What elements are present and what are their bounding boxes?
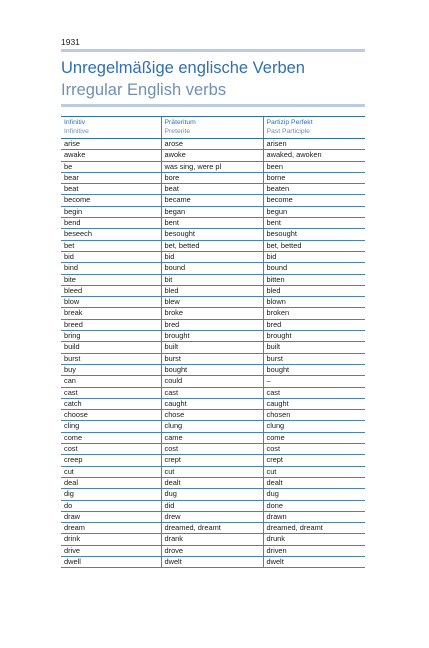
past-participle-cell: begun: [263, 206, 365, 217]
infinitive-cell: cut: [61, 466, 161, 477]
past-participle-cell: been: [263, 161, 365, 172]
table-row: [61, 444, 365, 455]
preterite-cell: beat: [161, 184, 263, 195]
preterite-cell: arose: [161, 139, 263, 150]
infinitive-cell: bear: [61, 172, 161, 183]
verb-rows: [61, 139, 365, 568]
table-row: [61, 523, 365, 534]
table-row: [61, 297, 365, 308]
infinitive-cell: be: [61, 161, 161, 172]
infinitive-cell: come: [61, 432, 161, 443]
table-row: [61, 206, 365, 217]
preterite-cell: bound: [161, 263, 263, 274]
table-row: [61, 240, 365, 251]
table-row: [61, 263, 365, 274]
header-label-english: Past Participle: [266, 128, 310, 135]
table-row: [61, 195, 365, 206]
past-participle-cell: broken: [263, 308, 365, 319]
table-row: [61, 455, 365, 466]
infinitive-cell: do: [61, 500, 161, 511]
infinitive-cell: cling: [61, 421, 161, 432]
preterite-cell: bore: [161, 172, 263, 183]
past-participle-cell: clung: [263, 421, 365, 432]
preterite-cell: dreamed, dreamt: [161, 523, 263, 534]
preterite-cell: clung: [161, 421, 263, 432]
header-preterite: [161, 117, 263, 139]
past-participle-cell: bred: [263, 319, 365, 330]
irregular-verbs-table: [61, 116, 365, 568]
table-row: [61, 184, 365, 195]
past-participle-cell: done: [263, 500, 365, 511]
preterite-cell: became: [161, 195, 263, 206]
preterite-cell: cut: [161, 466, 263, 477]
top-divider: [61, 49, 365, 52]
header-label-english: Preterite: [164, 128, 191, 135]
preterite-cell: drank: [161, 534, 263, 545]
past-participle-cell: beaten: [263, 184, 365, 195]
preterite-cell: blew: [161, 297, 263, 308]
past-participle-cell: crept: [263, 455, 365, 466]
infinitive-cell: cast: [61, 387, 161, 398]
infinitive-cell: cost: [61, 444, 161, 455]
header-label-german: Partizip Perfekt: [266, 119, 313, 126]
past-participle-cell: bent: [263, 218, 365, 229]
past-participle-cell: bound: [263, 263, 365, 274]
table-row: [61, 421, 365, 432]
past-participle-cell: awaked, awoken: [263, 150, 365, 161]
infinitive-cell: buy: [61, 364, 161, 375]
header-label-german: Präteritum: [164, 119, 196, 126]
infinitive-cell: creep: [61, 455, 161, 466]
past-participle-cell: come: [263, 432, 365, 443]
preterite-cell: bit: [161, 274, 263, 285]
past-participle-cell: cut: [263, 466, 365, 477]
table-row: [61, 218, 365, 229]
page-number: 1931: [61, 37, 80, 47]
table-row: [61, 376, 365, 387]
preterite-cell: caught: [161, 398, 263, 409]
table-row: [61, 364, 365, 375]
table-row: [61, 251, 365, 262]
past-participle-cell: arisen: [263, 139, 365, 150]
past-participle-cell: cast: [263, 387, 365, 398]
table-row: [61, 410, 365, 421]
infinitive-cell: break: [61, 308, 161, 319]
infinitive-cell: bet: [61, 240, 161, 251]
past-participle-cell: dug: [263, 489, 365, 500]
infinitive-cell: catch: [61, 398, 161, 409]
past-participle-cell: become: [263, 195, 365, 206]
preterite-cell: crept: [161, 455, 263, 466]
preterite-cell: was sing, were pl: [161, 161, 263, 172]
table-row: [61, 229, 365, 240]
past-participle-cell: besought: [263, 229, 365, 240]
infinitive-cell: begin: [61, 206, 161, 217]
page-title-english: Irregular English verbs: [61, 81, 227, 99]
infinitive-cell: draw: [61, 511, 161, 522]
infinitive-cell: deal: [61, 477, 161, 488]
preterite-cell: chose: [161, 410, 263, 421]
infinitive-cell: can: [61, 376, 161, 387]
infinitive-cell: breed: [61, 319, 161, 330]
table-row: [61, 319, 365, 330]
preterite-cell: drew: [161, 511, 263, 522]
table-row: [61, 500, 365, 511]
infinitive-cell: bid: [61, 251, 161, 262]
preterite-cell: could: [161, 376, 263, 387]
title-divider: [61, 104, 365, 107]
preterite-cell: bought: [161, 364, 263, 375]
infinitive-cell: bind: [61, 263, 161, 274]
page-title-german: Unregelmäßige englische Verben: [61, 59, 305, 77]
infinitive-cell: become: [61, 195, 161, 206]
past-participle-cell: brought: [263, 331, 365, 342]
infinitive-cell: bend: [61, 218, 161, 229]
table-row: [61, 274, 365, 285]
table-row: [61, 331, 365, 342]
table-row: [61, 150, 365, 161]
past-participle-cell: bid: [263, 251, 365, 262]
past-participle-cell: –: [263, 376, 365, 387]
infinitive-cell: build: [61, 342, 161, 353]
preterite-cell: burst: [161, 353, 263, 364]
table-row: [61, 534, 365, 545]
preterite-cell: bid: [161, 251, 263, 262]
table-row: [61, 342, 365, 353]
past-participle-cell: bought: [263, 364, 365, 375]
past-participle-cell: cost: [263, 444, 365, 455]
past-participle-cell: blown: [263, 297, 365, 308]
table-row: [61, 556, 365, 567]
preterite-cell: dealt: [161, 477, 263, 488]
preterite-cell: dug: [161, 489, 263, 500]
header-past-participle: [263, 117, 365, 139]
preterite-cell: besought: [161, 229, 263, 240]
past-participle-cell: chosen: [263, 410, 365, 421]
past-participle-cell: dreamed, dreamt: [263, 523, 365, 534]
preterite-cell: dwelt: [161, 556, 263, 567]
infinitive-cell: bring: [61, 331, 161, 342]
past-participle-cell: borne: [263, 172, 365, 183]
infinitive-cell: dwell: [61, 556, 161, 567]
header-label-german: Infinitiv: [64, 119, 86, 126]
past-participle-cell: driven: [263, 545, 365, 556]
preterite-cell: cost: [161, 444, 263, 455]
infinitive-cell: beat: [61, 184, 161, 195]
table-row: [61, 432, 365, 443]
preterite-cell: came: [161, 432, 263, 443]
past-participle-cell: dwelt: [263, 556, 365, 567]
table-row: [61, 308, 365, 319]
infinitive-cell: dream: [61, 523, 161, 534]
infinitive-cell: drink: [61, 534, 161, 545]
infinitive-cell: choose: [61, 410, 161, 421]
table-row: [61, 511, 365, 522]
preterite-cell: cast: [161, 387, 263, 398]
preterite-cell: built: [161, 342, 263, 353]
past-participle-cell: burst: [263, 353, 365, 364]
header-infinitive: [61, 117, 161, 139]
table-row: [61, 545, 365, 556]
infinitive-cell: dig: [61, 489, 161, 500]
past-participle-cell: drunk: [263, 534, 365, 545]
table-row: [61, 387, 365, 398]
table-row: [61, 466, 365, 477]
preterite-cell: bet, betted: [161, 240, 263, 251]
header-label-english: Infinitive: [64, 128, 89, 135]
past-participle-cell: caught: [263, 398, 365, 409]
past-participle-cell: dealt: [263, 477, 365, 488]
preterite-cell: broke: [161, 308, 263, 319]
table-row: [61, 139, 365, 150]
past-participle-cell: built: [263, 342, 365, 353]
past-participle-cell: drawn: [263, 511, 365, 522]
preterite-cell: drove: [161, 545, 263, 556]
table-row: [61, 285, 365, 296]
infinitive-cell: bleed: [61, 285, 161, 296]
preterite-cell: brought: [161, 331, 263, 342]
preterite-cell: bent: [161, 218, 263, 229]
past-participle-cell: bled: [263, 285, 365, 296]
table-row: [61, 477, 365, 488]
preterite-cell: bled: [161, 285, 263, 296]
infinitive-cell: drive: [61, 545, 161, 556]
preterite-cell: awoke: [161, 150, 263, 161]
table-row: [61, 489, 365, 500]
infinitive-cell: bite: [61, 274, 161, 285]
table-row: [61, 398, 365, 409]
table-header-row: [61, 117, 365, 139]
infinitive-cell: arise: [61, 139, 161, 150]
past-participle-cell: bitten: [263, 274, 365, 285]
infinitive-cell: burst: [61, 353, 161, 364]
infinitive-cell: awake: [61, 150, 161, 161]
preterite-cell: bred: [161, 319, 263, 330]
past-participle-cell: bet, betted: [263, 240, 365, 251]
infinitive-cell: blow: [61, 297, 161, 308]
infinitive-cell: beseech: [61, 229, 161, 240]
table-row: [61, 353, 365, 364]
table-row: [61, 172, 365, 183]
table-row: [61, 161, 365, 172]
preterite-cell: began: [161, 206, 263, 217]
preterite-cell: did: [161, 500, 263, 511]
